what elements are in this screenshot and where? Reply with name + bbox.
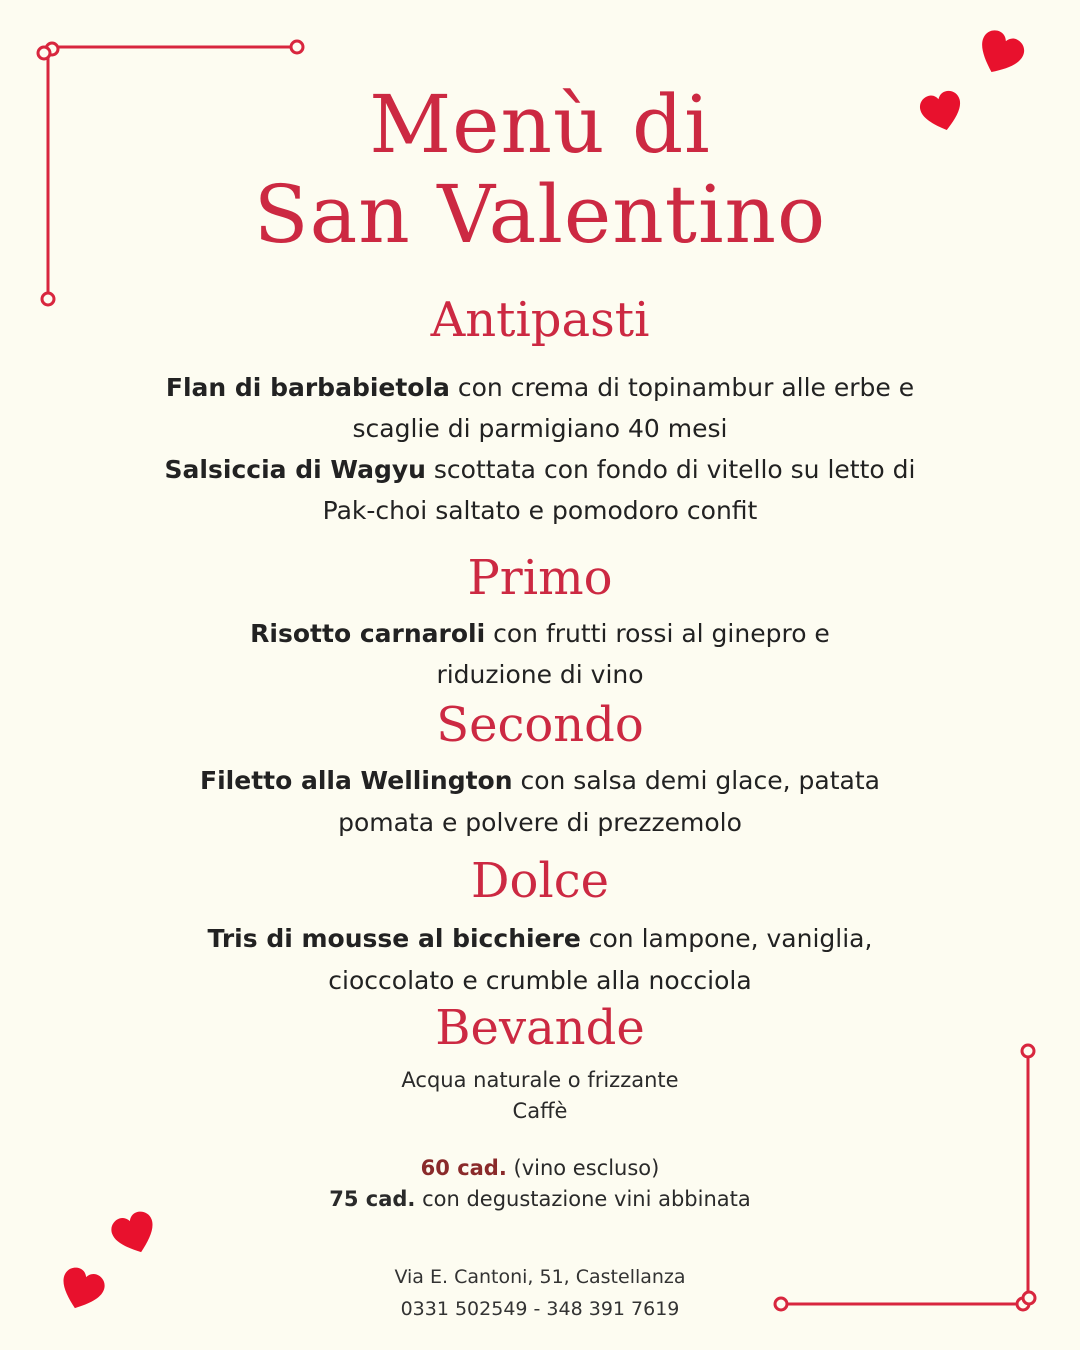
title-line-1: Menù di xyxy=(369,78,711,171)
price-line-2 xyxy=(0,1184,1080,1215)
section-heading-antipasti: Antipasti xyxy=(430,292,650,348)
heart-icon xyxy=(108,1208,161,1259)
dish-description: con lampone, vaniglia, xyxy=(580,924,873,953)
price-amount: 75 cad. xyxy=(329,1187,416,1211)
primo-item xyxy=(0,613,1080,654)
price-note: con degustazione vini abbinata xyxy=(415,1187,751,1211)
section-heading-bevande: Bevande xyxy=(435,1000,645,1056)
title-line-2: San Valentino xyxy=(253,168,827,261)
dish-description: con frutti rossi al ginepro e xyxy=(485,619,830,648)
price-line-1 xyxy=(0,1153,1080,1184)
price-note: (vino escluso) xyxy=(506,1156,660,1180)
section-heading-secondo: Secondo xyxy=(436,697,644,753)
dish-description: con crema di topinambur alle erbe e xyxy=(449,373,915,402)
antipasti-item-1-cont: scaglie di parmigiano 40 mesi xyxy=(352,414,728,443)
footer-address: Via E. Cantoni, 51, Castellanza xyxy=(394,1266,686,1288)
dish-description: con salsa demi glace, patata xyxy=(512,766,880,795)
antipasti-item-2-cont: Pak-choi saltato e pomodoro confit xyxy=(322,496,758,525)
dish-name: Risotto carnaroli xyxy=(250,619,486,648)
dish-name: Flan di barbabietola xyxy=(165,373,450,402)
secondo-item-cont: pomata e polvere di prezzemolo xyxy=(338,808,742,837)
bevande-line-1: Acqua naturale o frizzante xyxy=(401,1068,679,1092)
dish-description: scottata con fondo di vitello su letto di xyxy=(425,455,916,484)
secondo-item xyxy=(0,760,1080,801)
section-heading-primo: Primo xyxy=(467,550,613,606)
dish-name: Filetto alla Wellington xyxy=(200,766,513,795)
dolce-item-cont: cioccolato e crumble alla nocciola xyxy=(328,966,752,995)
dolce-item xyxy=(0,918,1080,959)
dish-name: Tris di mousse al bicchiere xyxy=(207,924,581,953)
price-amount: 60 cad. xyxy=(420,1156,507,1180)
antipasti-item-1 xyxy=(0,367,1080,408)
heart-icon xyxy=(972,26,1028,81)
section-heading-dolce: Dolce xyxy=(470,853,610,909)
dish-name: Salsiccia di Wagyu xyxy=(164,455,426,484)
footer-phones: 0331 502549 - 348 391 7619 xyxy=(400,1298,680,1320)
bevande-line-2: Caffè xyxy=(512,1099,568,1123)
primo-item-cont: riduzione di vino xyxy=(436,660,644,689)
antipasti-item-2 xyxy=(0,449,1080,490)
